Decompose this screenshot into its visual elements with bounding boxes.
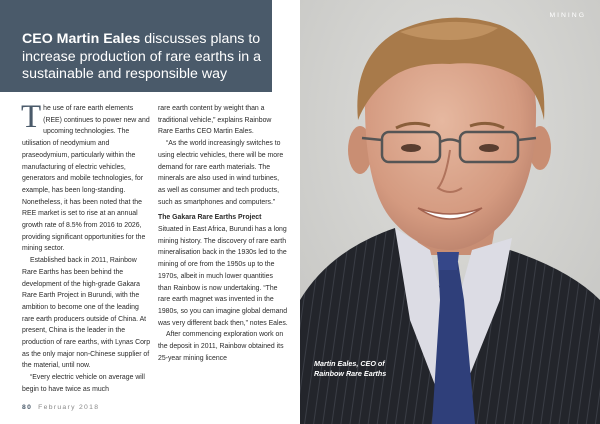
section-subheading: The Gakara Rare Earths Project [158,214,262,222]
page-footer [22,404,99,411]
headline-rest: discusses plans to increase production of rare earths in a sustainable and responsible way [22,31,261,82]
page-number: 80 [22,404,33,411]
headline-name: CEO Martin Eales [22,31,141,47]
paragraph-intro [21,99,152,255]
tie-knot [437,252,459,270]
section-tag: MINING [549,12,586,19]
paragraph-5: “As the world increasingly switches to using electric vehicles, there will be more demand for rare earth materials. The minerals are also used in wind turbines, as well as consumer and tech products, such as smartphones and computers.” [158,140,284,206]
issue-date: February 2018 [38,404,100,411]
right-page-photo [300,0,600,424]
drop-cap: T [21,99,42,135]
paragraph-intro-text: he use of rare earth elements (REE) continues to power new and upcoming technologies. The utilisation of neodymium and praseodymium, particularly within the manufacturing of electric vehicles, generators and mobile technologies, for example, has been long-standing. Nonetheless, it has been noted that the REE market is set to rise at an annual growth rate of 8.5% from 2016 to 2026, providing significant opportunities for the mining sector. [22,105,150,253]
headline-box [0,0,272,92]
paragraph-7: After commencing exploration work on the deposit in 2011, Rainbow obtained its 25-year mining licence [158,331,284,362]
paragraph-6: Situated in East Africa, Burundi has a long mining history. The discovery of rare earth mineralisation back in the 1930s led to the mining of ore from the 1950s up to the 1970s, albeit in much lower quantities than Rainbow is now undertaking. “The rare earth magnet was invented in the 1980s, so you can imagine global demand was very different back then,” notes Eales. [158,226,288,327]
article-column-2 [158,103,288,364]
photo-caption [314,359,464,379]
article-column-1 [21,99,152,396]
paragraph-4: rare earth content by weight than a traditional vehicle,” explains Rainbow Rare Earths CEO Martin Eales. [158,105,272,136]
paragraph-3: “Every electric vehicle on average will begin to have twice as much [22,374,145,393]
article-headline [22,31,267,84]
caption-line-2: Rainbow Rare Earths [314,369,387,378]
caption-line-1: Martin Eales, CEO of [314,359,385,368]
paragraph-2: Established back in 2011, Rainbow Rare Earths has been behind the development of the high-grade Gakara Rare Earth Project in Burundi, with the ambition to become one of the leading rare earth producers outside of China. At present, China is the leader in the production of rare earths, with Lynas Corp as the only major non-Chinese supplier of the material, until now. [22,257,151,370]
